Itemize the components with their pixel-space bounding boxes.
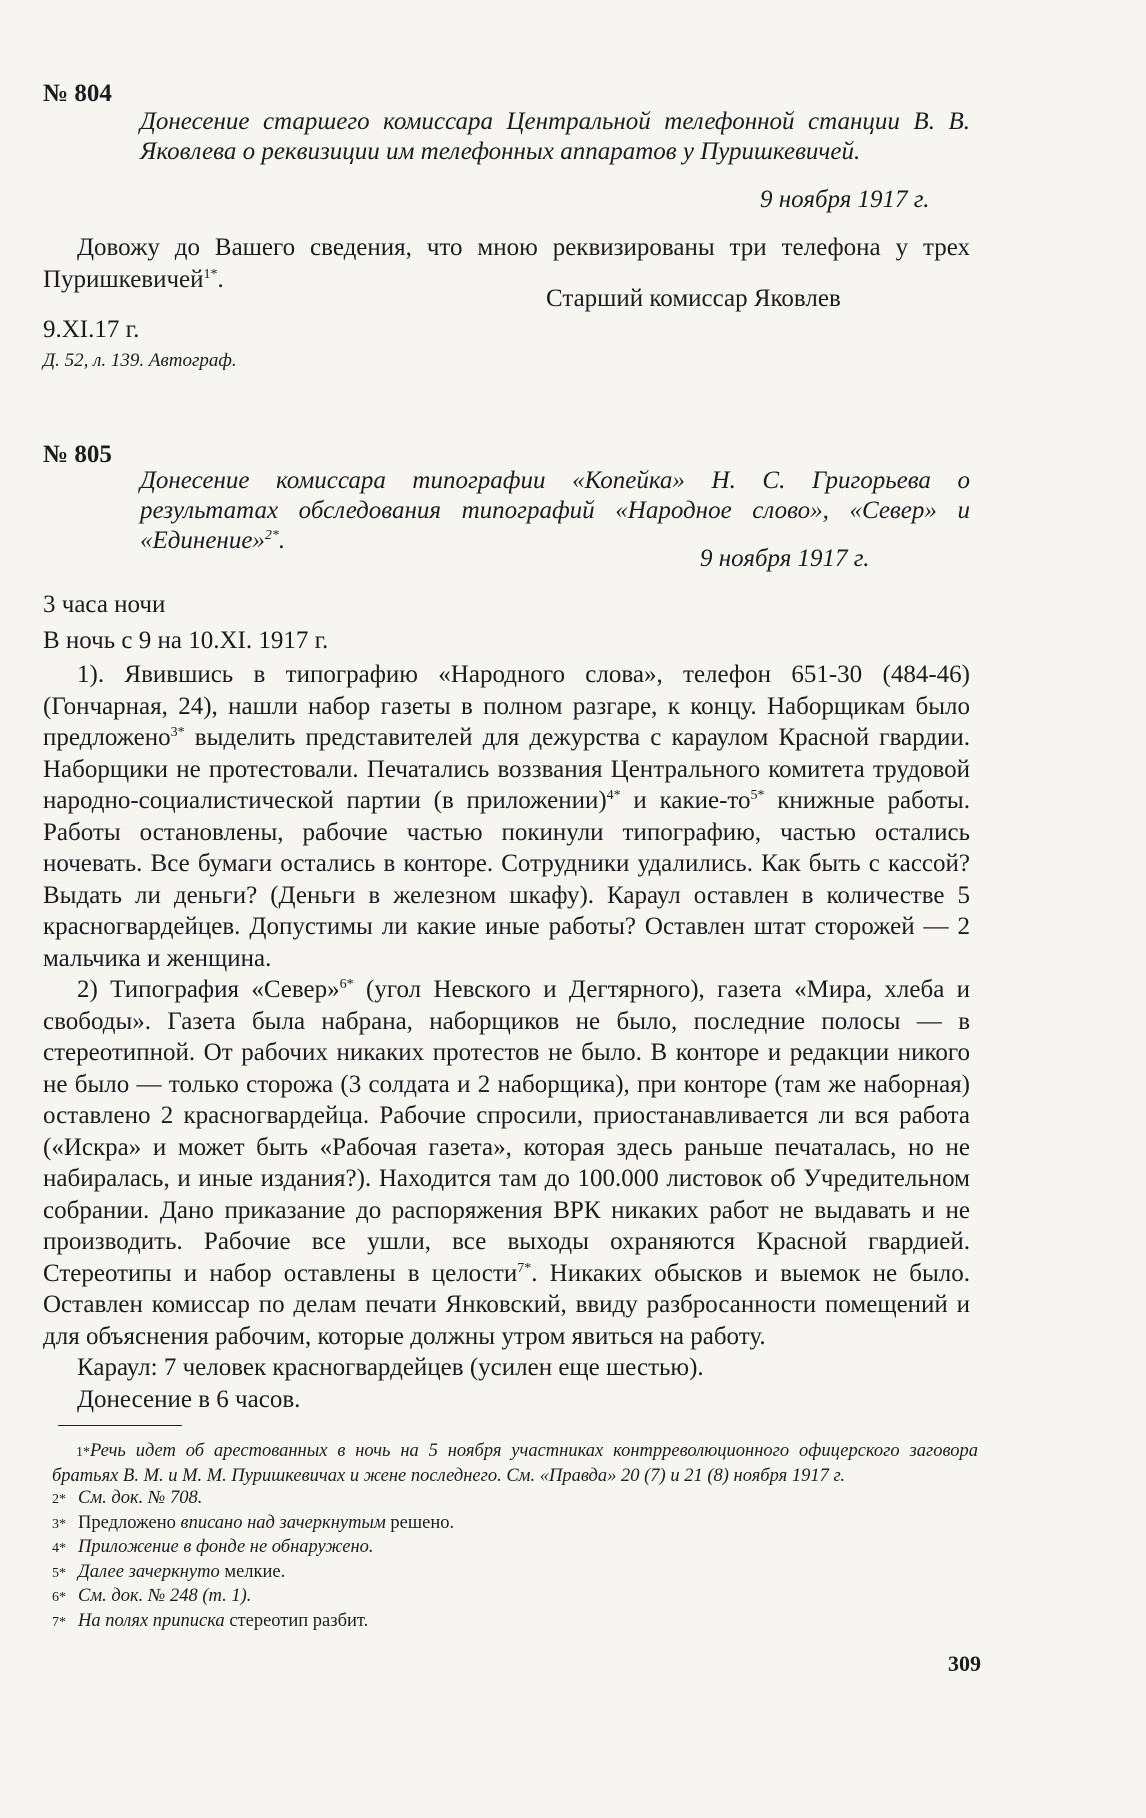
footnote-ref-4: 4* [606,788,621,803]
footnote-mark: 7* [52,1614,66,1630]
doc-805-report: Донесение в 6 часов. [77,1385,301,1413]
footnote-text: стереотип разбит. [229,1610,369,1631]
doc-805-title-text: Донесение комиссара типографии «Копейка» Н. С. Григорьева о результатах обследования типографий «Народное слово», «Север» и «Единение» [140,467,970,554]
footnote-text: Предложено [78,1512,176,1533]
footnote-text: мелкие. [224,1561,286,1582]
footnote-mark: 3* [52,1516,66,1532]
footnote-text: вписано над зачеркнутым [175,1512,391,1533]
doc-805-title-end: . [278,527,286,554]
doc-805-paragraph-1: 1). Явившись в типографию «Народного слова», телефон 651-30 (484-46) (Гончарная, 24), нашли набор газеты в полном разгаре, к концу. Наборщикам было предложено$^{3*}$ выделить представителей для дежурства с караулом Красной гвардии. Наборщики не протестовали. Печатались воззвания Центрального комитета трудовой народно-социалистической партии (в приложении)$^{4*}$ и какие-$то^{5*}$ книжные работы. Работы остановлены, рабочие частью покинули типографию, частью остались ночевать. Все бумаги остались в конторе. Сотрудники удалились. Как быть с кассой? Выдать ли деньги? (Деньги в железном шкафу). Караул оставлен в количестве 5 красногвардейцев. Допустимы ли какие иные работы? Оставлен штат сторожей — 2 мальчика и женщина. [43,661,970,972]
footnote-divider [58,1425,182,1426]
footnotes [52,1440,978,1634]
doc-805-title [140,466,970,556]
footnote-5 [52,1561,978,1586]
doc-804-date: 9 ноября 1917 г. [760,186,930,213]
doc-804-signed-date: 9.XI.17 г. [43,316,140,343]
footnote-2 [52,1487,978,1512]
footnote-mark: 1* [76,1445,90,1460]
doc-805-night: В ночь с 9 на 10.XI. 1917 г. [43,627,329,654]
footnote-ref-2: 2* [264,528,279,543]
footnote-mark: 6* [52,1590,66,1605]
doc-804-title: Донесение старшего комиссара Центральной телефонной станции В. В. Яковлева о реквизиции им телефонных аппаратов у Пуришкевичей. [140,108,970,165]
doc-805-guard: Караул: 7 человек красногвардейцев (усилен еще шестью). [77,1354,704,1381]
footnote-3 [52,1512,978,1537]
doc-805-date: 9 ноября 1917 г. [700,545,870,572]
doc-804-source: Д. 52, л. 139. Автограф. [43,350,237,371]
doc-805-number: № 805 [43,441,112,468]
doc-805-body [43,659,970,1415]
footnote-text: См. док. № 248 (т. 1). [78,1586,252,1606]
footnote-mark: 5* [52,1565,66,1581]
page-number: 309 [948,1651,981,1676]
footnote-4 [52,1536,978,1561]
footnote-text: Далее зачеркнуто [78,1561,225,1582]
doc-804-number: № 804 [43,80,112,107]
footnote-ref-7: 7* [517,1260,532,1276]
footnote-ref-3: 3* [170,725,185,740]
doc-804-body-end: . [217,265,224,293]
doc-804-signature: Старший комиссар Яковлев [546,285,841,312]
footnote-text: Приложение в фонде не обнаружено. [78,1537,374,1557]
footnote-ref-6: 6* [339,977,354,992]
footnote-text: решено. [390,1512,455,1533]
footnote-1 [52,1440,978,1487]
footnote-text: Речь идет об арестованных в ночь на 5 ноября участниках контрреволюционного офицерского заговора братьях В. М. и М. М. Пуришкевичах и жене последнего. См. «Правда» 20 (7) и 21 (8) ноября 1917 г. [52,1441,978,1486]
footnote-ref-1: 1* [203,266,218,282]
footnote-ref-5: 5* [750,788,765,803]
doc-804-body-text: Довожу до Вашего сведения, что мною реквизированы три телефона у трех Пуришкевичей [43,234,970,293]
doc-805-time: 3 часа ночи [43,591,166,618]
footnote-text: См. док. № 708. [78,1488,203,1508]
footnote-mark: 2* [52,1492,66,1507]
footnote-text: На полях приписка [78,1610,230,1631]
doc-805-paragraph-2: 2) Типография «Север»$^{6*}$ (угол Невского и Дегтярного), газета «Мира, хлеба и свободы». Газета была набрана, наборщиков не было, последние полосы — в стереотипной. От рабочих никаких протестов не было. В конторе и редакции никого не было — только сторожа (3 солдата и 2 наборщика), при конторе (там же наборная) оставлено 2 красногвардейца. Рабочие спросили, приостанавливается ли вся работа («Искра» и может быть «Рабочая газета», которая здесь раньше печаталась, но не набиралась, и иные издания?). Находится там до 100.000 листовок об Учредительном собрании. Дано приказание до распоряжения ВРК никаких работ не выдавать и не производить. Рабочие все ушли, все выходы охраняются Красной гвардией. Стереотипы и набор оставлены в целости$^{7*}$. Никаких обысков и выемок не было. Оставлен комиссар по делам печати Янковский, ввиду разбросанности помещений и для объяснения рабочим, которые должны утром явиться на работу. [43,976,971,1350]
footnote-mark: 4* [52,1541,66,1556]
footnote-7 [52,1610,978,1635]
footnote-6 [52,1585,978,1610]
